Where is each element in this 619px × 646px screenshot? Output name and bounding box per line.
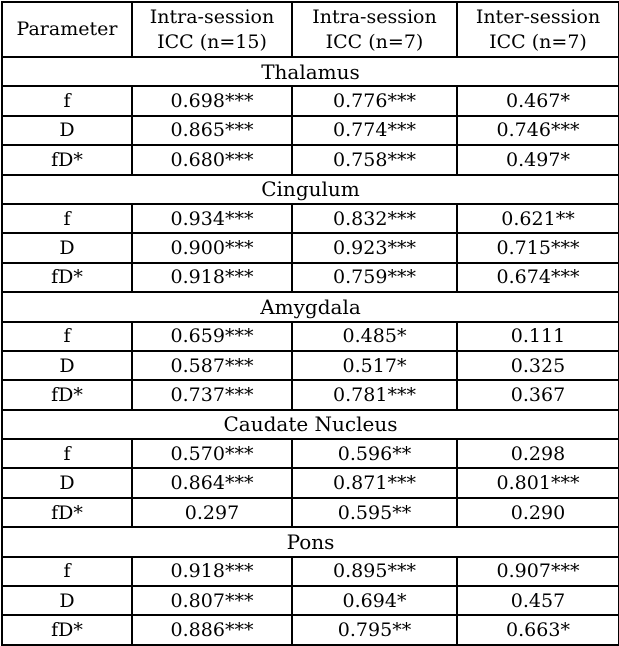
value-cell: 0.485*	[292, 322, 457, 351]
section-header-row	[2, 410, 619, 439]
data-row	[2, 615, 619, 644]
value-cell: 0.698***	[132, 86, 292, 115]
value-cell: 0.832***	[292, 204, 457, 233]
data-row	[2, 380, 619, 409]
data-row	[2, 263, 619, 292]
value-cell: 0.596**	[292, 439, 457, 468]
section-title: Pons	[2, 527, 619, 556]
section-header-row	[2, 175, 619, 204]
value-cell: 0.674***	[457, 263, 619, 292]
section-title: Caudate Nucleus	[2, 410, 619, 439]
param-cell: fD*	[2, 498, 132, 527]
value-cell: 0.457	[457, 586, 619, 615]
value-cell: 0.934***	[132, 204, 292, 233]
section-title: Amygdala	[2, 292, 619, 321]
data-row	[2, 586, 619, 615]
value-cell: 0.918***	[132, 557, 292, 586]
param-cell: f	[2, 204, 132, 233]
value-cell: 0.871***	[292, 468, 457, 497]
value-cell: 0.517*	[292, 351, 457, 380]
value-cell: 0.715***	[457, 233, 619, 262]
value-cell: 0.886***	[132, 615, 292, 644]
header-row	[2, 2, 619, 57]
value-cell: 0.864***	[132, 468, 292, 497]
param-cell: fD*	[2, 615, 132, 644]
value-cell: 0.907***	[457, 557, 619, 586]
data-row	[2, 351, 619, 380]
value-cell: 0.663*	[457, 615, 619, 644]
param-cell: D	[2, 586, 132, 615]
section-header-row	[2, 57, 619, 86]
param-cell: fD*	[2, 145, 132, 174]
data-row	[2, 116, 619, 145]
value-cell: 0.774***	[292, 116, 457, 145]
param-cell: D	[2, 468, 132, 497]
data-row	[2, 439, 619, 468]
value-cell: 0.497*	[457, 145, 619, 174]
param-cell: D	[2, 233, 132, 262]
param-cell: D	[2, 116, 132, 145]
value-cell: 0.659***	[132, 322, 292, 351]
section-title: Cingulum	[2, 175, 619, 204]
section-title: Thalamus	[2, 57, 619, 86]
section-header-row	[2, 527, 619, 556]
value-cell: 0.595**	[292, 498, 457, 527]
header-cell-intra-session-n7	[292, 2, 457, 57]
value-cell: 0.367	[457, 380, 619, 409]
data-row	[2, 233, 619, 262]
param-cell: D	[2, 351, 132, 380]
value-cell: 0.746***	[457, 116, 619, 145]
value-cell: 0.290	[457, 498, 619, 527]
header-cell-inter-session-n7	[457, 2, 619, 57]
value-cell: 0.325	[457, 351, 619, 380]
value-cell: 0.680***	[132, 145, 292, 174]
header-label-line1: Inter-session	[475, 5, 601, 28]
param-cell: f	[2, 322, 132, 351]
value-cell: 0.570***	[132, 439, 292, 468]
value-cell: 0.776***	[292, 86, 457, 115]
value-cell: 0.865***	[132, 116, 292, 145]
header-cell-intra-session-n15	[132, 2, 292, 57]
header-label-line2: ICC (n=7)	[325, 30, 424, 53]
value-cell: 0.895***	[292, 557, 457, 586]
param-cell: fD*	[2, 380, 132, 409]
value-cell: 0.759***	[292, 263, 457, 292]
value-cell: 0.801***	[457, 468, 619, 497]
header-label-line1: Intra-session	[149, 5, 275, 28]
value-cell: 0.737***	[132, 380, 292, 409]
header-label-line2: ICC (n=15)	[157, 30, 267, 53]
param-cell: f	[2, 439, 132, 468]
value-cell: 0.694*	[292, 586, 457, 615]
value-cell: 0.900***	[132, 233, 292, 262]
icc-table	[1, 1, 619, 646]
data-row	[2, 557, 619, 586]
value-cell: 0.111	[457, 322, 619, 351]
value-cell: 0.807***	[132, 586, 292, 615]
param-cell: f	[2, 86, 132, 115]
data-row	[2, 204, 619, 233]
data-row	[2, 322, 619, 351]
section-header-row	[2, 292, 619, 321]
value-cell: 0.918***	[132, 263, 292, 292]
value-cell: 0.621**	[457, 204, 619, 233]
header-label-line2: ICC (n=7)	[489, 30, 587, 53]
value-cell: 0.781***	[292, 380, 457, 409]
param-cell: fD*	[2, 263, 132, 292]
param-cell: f	[2, 557, 132, 586]
value-cell: 0.758***	[292, 145, 457, 174]
value-cell: 0.587***	[132, 351, 292, 380]
value-cell: 0.923***	[292, 233, 457, 262]
value-cell: 0.795**	[292, 615, 457, 644]
value-cell: 0.467*	[457, 86, 619, 115]
header-label: Parameter	[16, 18, 118, 40]
header-cell-parameter	[2, 2, 132, 57]
data-row	[2, 498, 619, 527]
value-cell: 0.298	[457, 439, 619, 468]
value-cell: 0.297	[132, 498, 292, 527]
data-row	[2, 86, 619, 115]
header-label-line1: Intra-session	[312, 5, 437, 28]
data-row	[2, 468, 619, 497]
data-row	[2, 145, 619, 174]
